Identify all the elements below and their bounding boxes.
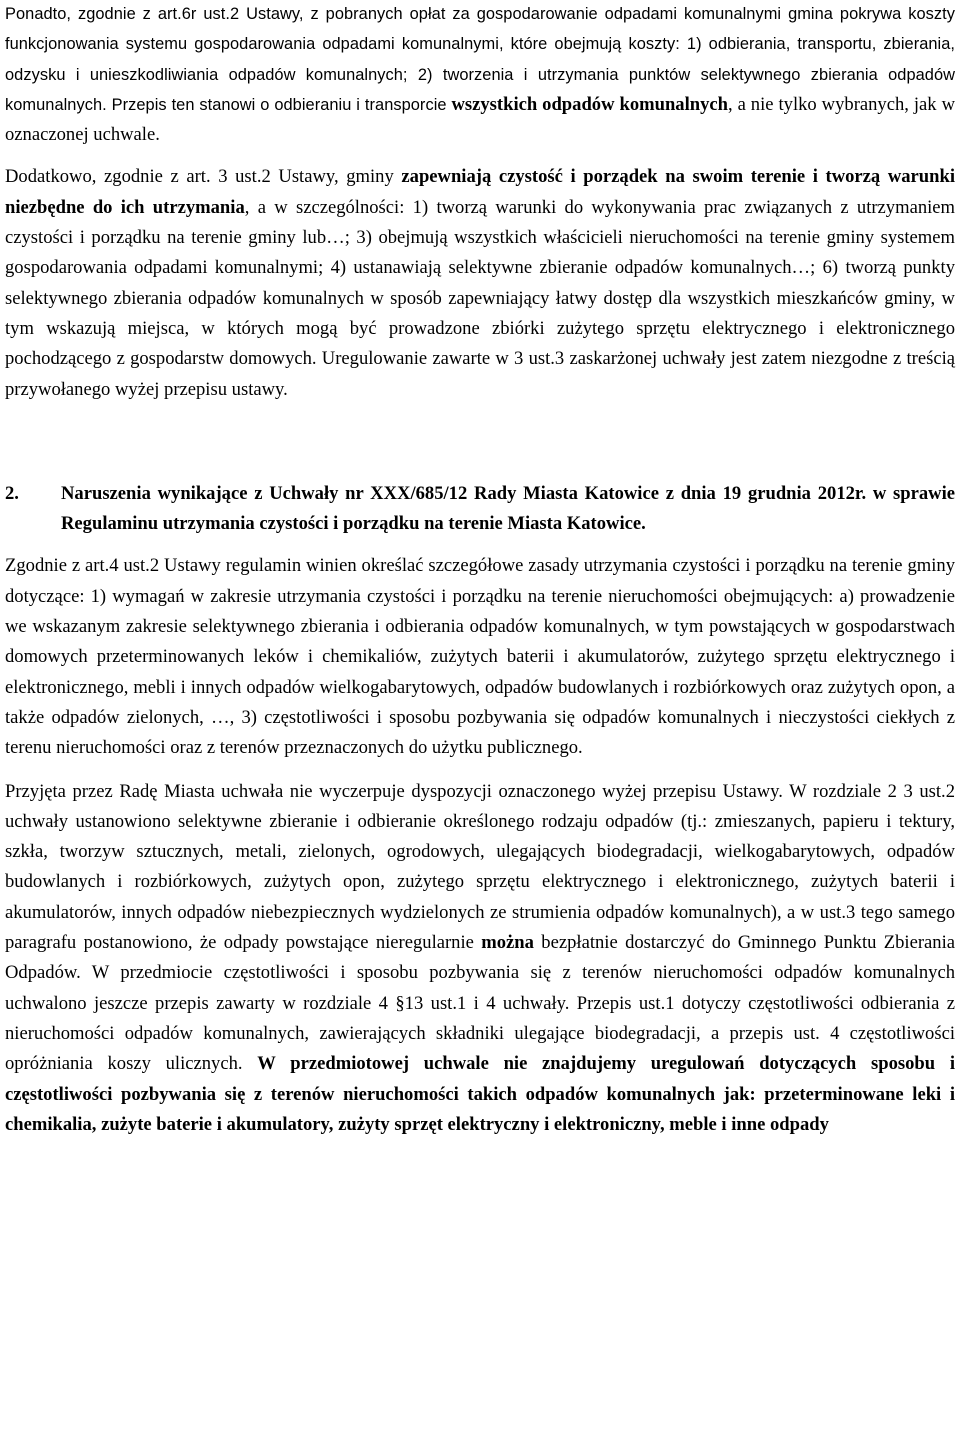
emphasis-text: wszystkich odpadów komunalnych — [451, 93, 728, 115]
document-page — [5, 0, 955, 1140]
paragraph-art-4: Zgodnie z art.4 ust.2 Ustawy regulamin winien określać szczegółowe zasady utrzymania czystości i porządku na terenie gminy dotyczące: 1) wymagań w zakresie utrzymania czystości i porządku na terenie nieruchomości obejmujących: a) prowadzenie we wskazanym zakresie selektywnego zbierania i odbierania odpadów komunalnych, w tym powstających w gospodarstwach domowych przeterminowanych leków i chemikaliów, zużytych baterii i akumulatorów, zużytego sprzętu elektrycznego i elektronicznego, mebli i innych odpadów wielkogabarytowych, odpadów budowlanych i rozbiórkowych oraz zużytych opon, a także odpadów zielonych, …, 3) częstotliwości i sposobu pozbywania się odpadów komunalnych i nieczystości ciekłych z terenu nieruchomości oraz z terenów przeznaczonych do użytku publicznego. — [5, 555, 955, 759]
paragraph-text: Przyjęta przez Radę Miasta uchwała nie wyczerpuje dyspozycji oznaczonego wyżej przepisu Ustawy. W rozdziale 2 3 ust.2 uchwały ustanowiono selektywne zbieranie i odbieranie określonego rodzaju odpadów (tj.: zmieszanych, papieru i tektury, szkła, tworzyw sztucznych, metali, zielonych, ogrodowych, ulegających biodegradacji, wielkogabarytowych, odpadów budowlanych i rozbiórkowych, zużytych opon, zużytego sprzętu elektrycznego i elektronicznego, zużytych baterii i akumulatorów, innych odpadów niebezpiecznych wydzielonych ze strumienia odpadów komunalnych), a w ust.3 tego samego paragrafu postanowiono, że odpady powstające nieregularnie — [5, 780, 955, 954]
spacer — [5, 150, 955, 162]
paragraph-text: Dodatkowo, zgodnie z art. 3 ust.2 Ustawy, gminy — [5, 166, 402, 188]
spacer — [5, 405, 955, 479]
paragraph-text: , a nie tylko wybranych, jak w oznaczonej uchwale. — [5, 93, 955, 146]
spacer — [5, 764, 955, 777]
paragraph-art-6r — [5, 0, 955, 150]
emphasis-text: można — [481, 932, 534, 954]
section-title: Naruszenia wynikające z Uchwały nr XXX/685/12 Rady Miasta Katowice z dnia 19 grudnia 2012r. w sprawie Regulaminu utrzymania czystości i porządku na terenie Miasta Katowice. — [61, 482, 955, 535]
emphasis-text: zapewniają czystość i porządek na swoim terenie i tworzą warunki niezbędne do ich utrzymania — [5, 166, 955, 218]
section-number: 2. — [5, 482, 19, 504]
spacer — [5, 539, 955, 551]
paragraph-uchwala — [5, 777, 955, 1141]
paragraph-text: , a w szczególności: 1) tworzą warunki do wykonywania prac związanych z utrzymaniem czystości i porządku na terenie gminy lub…; 3) obejmują wszystkich właścicieli nieruchomości na terenie gminy systemem gospodarowania odpadami komunalnymi; 4) ustanawiają selektywne zbieranie odpadów komunalnych…; 6) tworzą punkty selektywnego zbierania odpadów komunalnych w sposób zapewniający łatwy dostęp dla wszystkich mieszkańców gminy, w tym wskazują miejsca, w których mogą być prowadzone zbiórki zużytego sprzętu elektrycznego i elektronicznego pochodzącego z gospodarstw domowych. Uregulowanie zawarte w 3 ust.3 zaskarżonej uchwały jest zatem niezgodne z treścią przywołanego wyżej przepisu ustawy. — [5, 196, 955, 400]
paragraph-art-3 — [5, 162, 955, 404]
section-heading — [5, 479, 955, 540]
paragraph-text: Ponadto, zgodnie z art.6r ust.2 Ustawy, z pobranych opłat za gospodarowanie odpadami komunalnymi gmina pokrywa koszty funkcjonowania systemu gospodarowania odpadami komunalnymi, które obejmują koszty: 1) odbierania, transportu, zbierania, odzysku i unieszkodliwiania odpadów komunalnych; 2) tworzenia i utrzymania punktów selektywnego zbierania odpadów komunalnych. Przepis ten stanowi o odbieraniu i transporcie — [5, 5, 955, 114]
paragraph-text: bezpłatnie dostarczyć do Gminnego Punktu Zbierania Odpadów. W przedmiocie częstotliwości i sposobu pozbywania się z terenów nieruchomości odpadów komunalnych uchwalono jeszcze przepis zawarty w rozdziale 4 §13 ust.1 i 4 uchwały. Przepis ust.1 dotyczy częstotliwości odbierania z nieruchomości odpadów komunalnych, zawierających składniki ulegające biodegradacji, a przepis ust. 4 częstotliwości opróżniania koszy ulicznych. — [5, 932, 955, 1075]
emphasis-text: W przedmiotowej uchwale nie znajdujemy uregulowań dotyczących sposobu i częstotliwości pozbywania się z terenów nieruchomości takich odpadów komunalnych jak: przeterminowane leki i chemikalia, zużyte baterie i akumulatory, zużyty sprzęt elektryczny i elektroniczny, meble i inne odpady — [5, 1053, 955, 1135]
